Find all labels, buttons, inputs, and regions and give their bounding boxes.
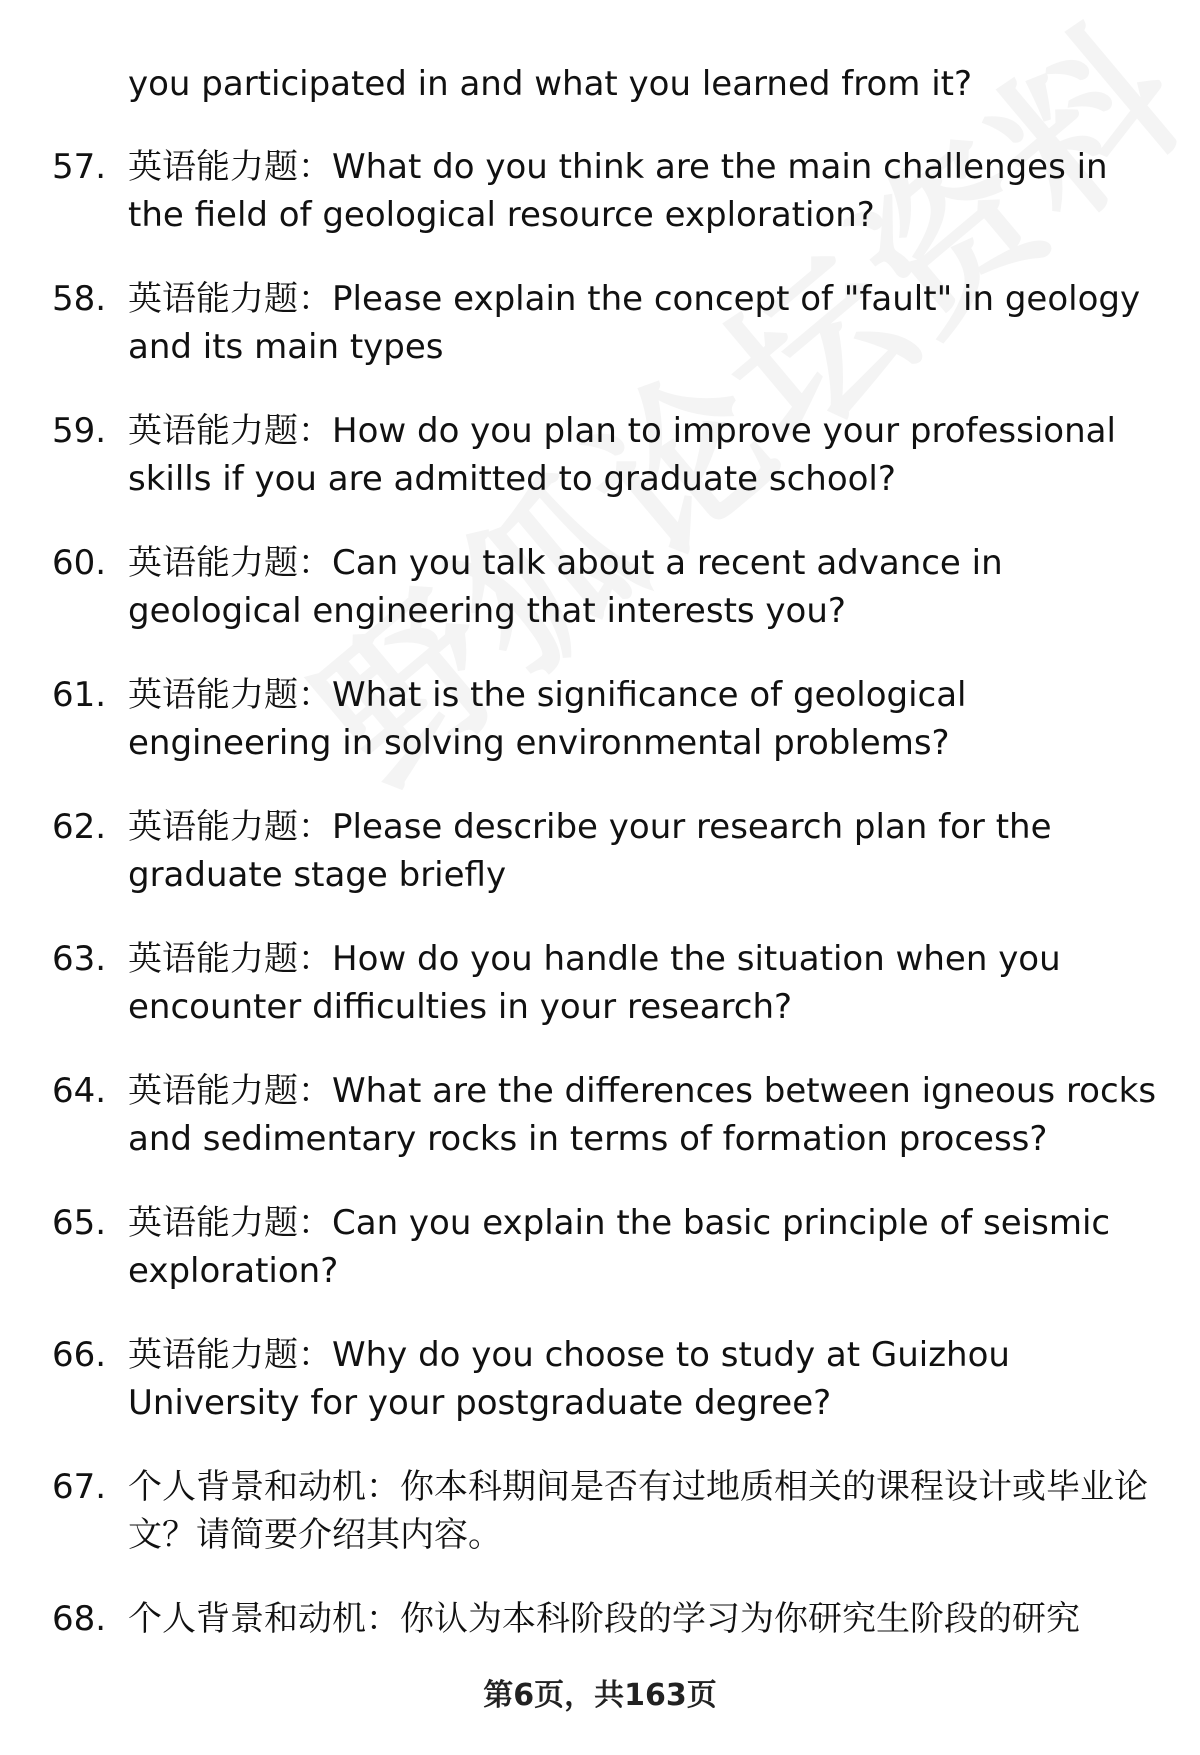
question-item	[0, 935, 1200, 1031]
question-number: 57.	[52, 147, 107, 187]
question-body: 你本科期间是否有过地质相关的课程设计或毕业论文？请简要介绍其内容。	[128, 1467, 1148, 1555]
question-item	[0, 1331, 1200, 1427]
question-number: 64.	[52, 1071, 107, 1111]
question-text	[128, 1199, 1168, 1295]
question-text	[128, 1331, 1168, 1427]
question-body: What are the differences between igneous rocks and sedimentary rocks in terms of formation process?	[128, 1071, 1157, 1159]
question-category: 英语能力题：	[128, 543, 332, 583]
question-body: What do you think are the main challenges in the field of geological resource exploration?	[128, 147, 1108, 235]
question-category: 英语能力题：	[128, 1335, 332, 1375]
question-category: 英语能力题：	[128, 147, 332, 187]
question-category: 英语能力题：	[128, 1071, 332, 1111]
question-category: 英语能力题：	[128, 1203, 332, 1243]
question-body: Can you talk about a recent advance in geological engineering that interests you?	[128, 543, 1003, 631]
question-item	[0, 539, 1200, 635]
question-text	[128, 1595, 1168, 1643]
question-category: 英语能力题：	[128, 807, 332, 847]
question-number: 61.	[52, 675, 107, 715]
question-number: 59.	[52, 411, 107, 451]
question-category: 英语能力题：	[128, 279, 332, 319]
question-item	[0, 407, 1200, 503]
question-body: How do you handle the situation when you encounter difficulties in your research?	[128, 939, 1061, 1027]
question-category: 英语能力题：	[128, 411, 332, 451]
question-text	[128, 1067, 1168, 1163]
question-number: 63.	[52, 939, 107, 979]
question-list	[0, 143, 1200, 1727]
question-text	[128, 539, 1168, 635]
question-item	[0, 803, 1200, 899]
question-number: 67.	[52, 1467, 107, 1507]
question-category: 英语能力题：	[128, 675, 332, 715]
question-item	[0, 1463, 1200, 1559]
question-body: 你认为本科阶段的学习为你研究生阶段的研究	[400, 1599, 1080, 1639]
question-body: Please describe your research plan for the graduate stage briefly	[128, 807, 1052, 895]
question-category: 英语能力题：	[128, 939, 332, 979]
question-body: Please explain the concept of "fault" in geology and its main types	[128, 279, 1141, 367]
question-body: Why do you choose to study at Guizhou University for your postgraduate degree?	[128, 1335, 1010, 1423]
question-item	[0, 143, 1200, 239]
question-item	[0, 671, 1200, 767]
question-text	[128, 803, 1168, 899]
question-number: 68.	[52, 1599, 107, 1639]
question-text	[128, 275, 1168, 371]
question-number: 65.	[52, 1203, 107, 1243]
question-number: 60.	[52, 543, 107, 583]
question-item	[0, 1199, 1200, 1295]
question-text	[128, 143, 1168, 239]
question-item	[0, 1067, 1200, 1163]
question-number: 66.	[52, 1335, 107, 1375]
question-text	[128, 407, 1168, 503]
question-item	[0, 275, 1200, 371]
question-number: 62.	[52, 807, 107, 847]
question-number: 58.	[52, 279, 107, 319]
continuation-text: you participated in and what you learned from it?	[128, 64, 973, 104]
question-body: What is the significance of geological engineering in solving environmental problems?	[128, 675, 967, 763]
question-body: How do you plan to improve your professional skills if you are admitted to graduate school?	[128, 411, 1116, 499]
question-text	[128, 671, 1168, 767]
question-text	[128, 1463, 1168, 1559]
question-body: Can you explain the basic principle of seismic exploration?	[128, 1203, 1111, 1291]
question-category: 个人背景和动机：	[128, 1467, 400, 1507]
question-text	[128, 935, 1168, 1031]
question-category: 个人背景和动机：	[128, 1599, 400, 1639]
page-footer: 第6页，共163页	[483, 1678, 717, 1713]
